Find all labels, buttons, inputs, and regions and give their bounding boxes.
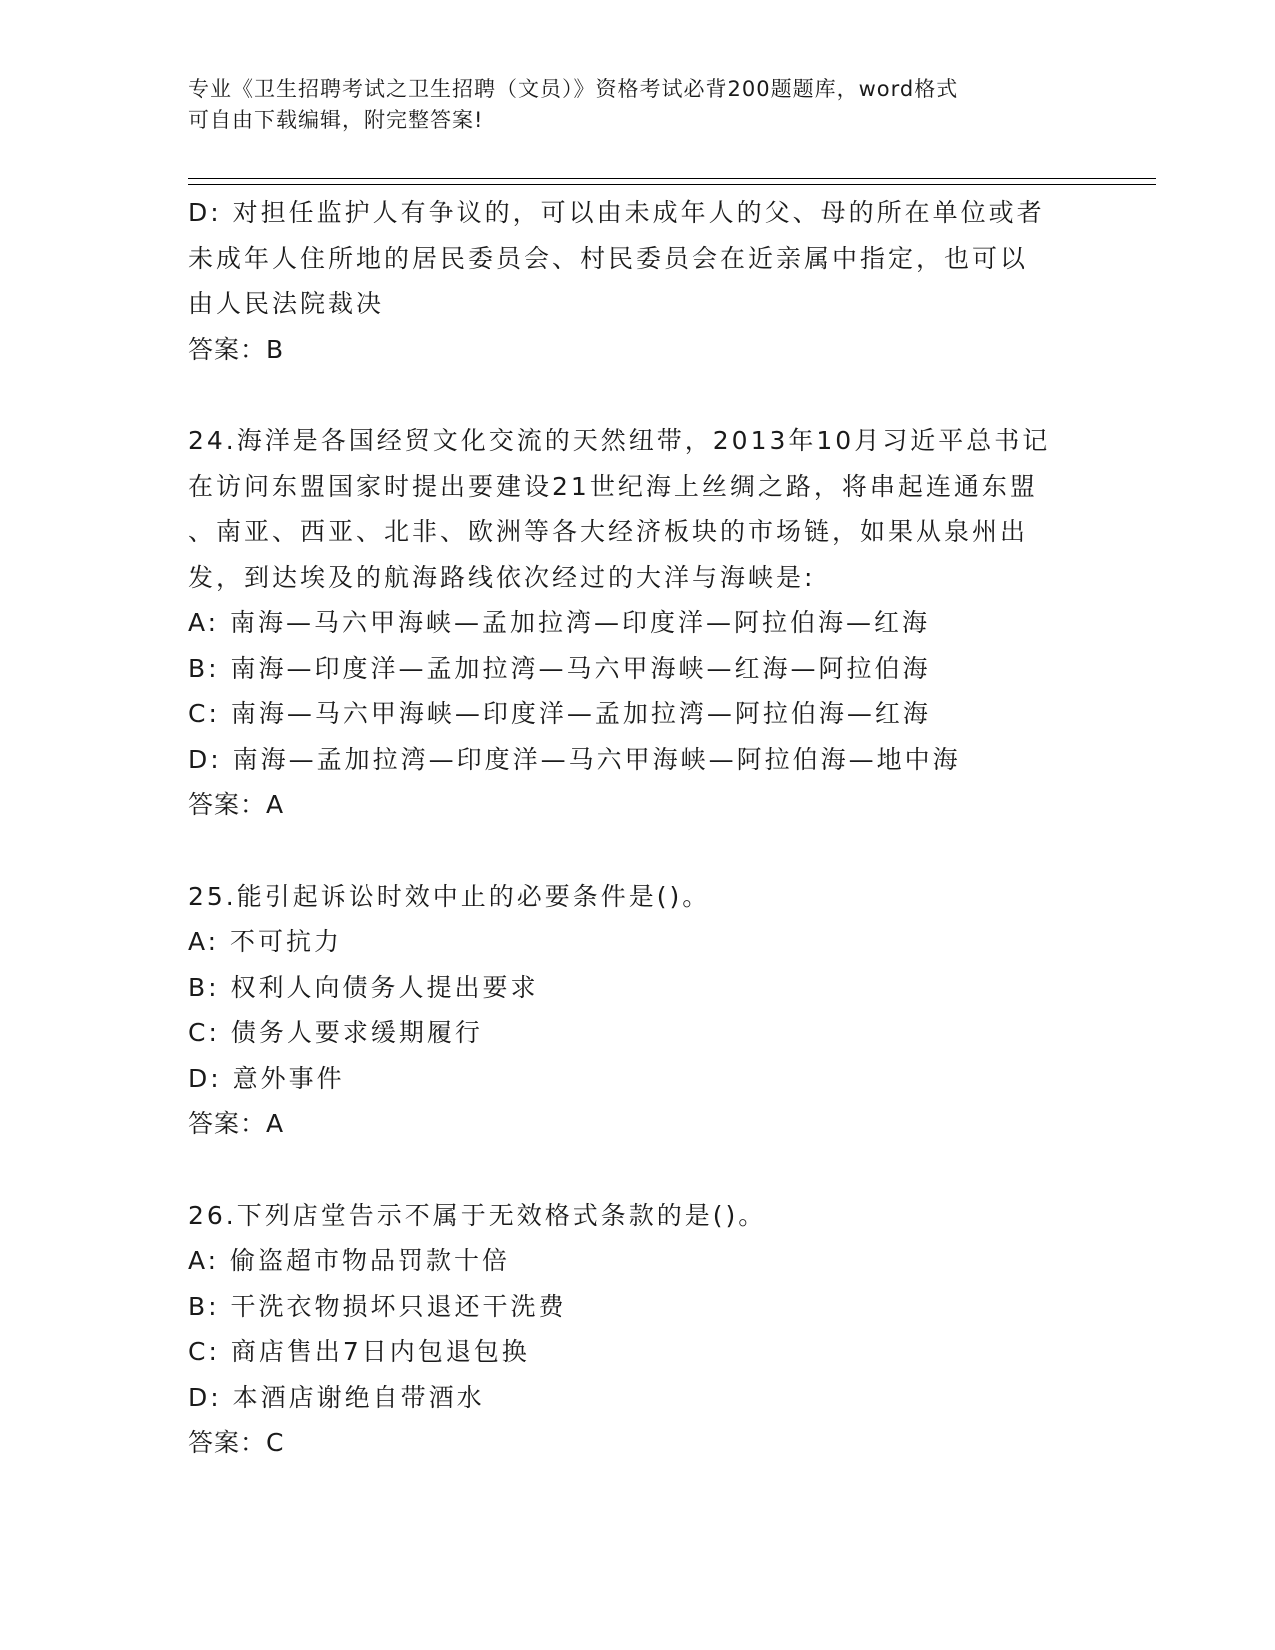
option-d-line: 未成年人住所地的居民委员会、村民委员会在近亲属中指定，也可以 [188, 243, 1029, 273]
option-d: D: 南海—孟加拉湾—印度洋—马六甲海峡—阿拉伯海—地中海 [188, 744, 961, 774]
option-a: A: 南海—马六甲海峡—孟加拉湾—印度洋—阿拉伯海—红海 [188, 608, 931, 637]
question-23-tail [188, 190, 1088, 372]
question-stem-line: 在访问东盟国家时提出要建设21世纪海上丝绸之路，将串起连通东盟 [188, 471, 1038, 501]
answer-line: 答案：B [188, 334, 285, 364]
question-stem-line: 25.能引起诉讼时效中止的必要条件是()。 [188, 881, 711, 911]
option-d: D: 本酒店谢绝自带酒水 [188, 1382, 485, 1412]
question-stem-line: 26.下列店堂告示不属于无效格式条款的是()。 [188, 1200, 767, 1230]
option-c: C: 商店售出7日内包退包换 [188, 1337, 530, 1366]
answer-line: 答案：A [188, 790, 285, 819]
option-d-line: D: 对担任监护人有争议的，可以由未成年人的父、母的所在单位或者 [188, 198, 1045, 227]
option-c: C: 债务人要求缓期履行 [188, 1018, 483, 1047]
option-d-line: 由人民法院裁决 [188, 289, 385, 318]
question-stem-line: 、南亚、西亚、北非、欧洲等各大经济板块的市场链，如果从泉州出 [188, 517, 1029, 546]
question-stem-line: 24.海洋是各国经贸文化交流的天然纽带，2013年10月习近平总书记 [188, 426, 1051, 455]
question-25 [188, 874, 1088, 1147]
option-b: B: 权利人向债务人提出要求 [188, 972, 539, 1002]
option-b: B: 南海—印度洋—孟加拉湾—马六甲海峡—红海—阿拉伯海 [188, 653, 931, 683]
option-d: D: 意外事件 [188, 1063, 345, 1093]
option-a: A: 不可抗力 [188, 927, 343, 956]
answer-line: 答案：C [188, 1428, 285, 1457]
question-stem-line: 发，到达埃及的航海路线依次经过的大洋与海峡是: [188, 562, 816, 592]
question-26 [188, 1193, 1088, 1466]
header-title-line-1: 专业《卫生招聘考试之卫生招聘（文员）》资格考试必背200题题库，word格式 [188, 77, 959, 101]
option-a: A: 偷盗超市物品罚款十倍 [188, 1246, 511, 1275]
answer-line: 答案：A [188, 1109, 285, 1138]
option-b: B: 干洗衣物损坏只退还干洗费 [188, 1291, 567, 1321]
question-24 [188, 418, 1088, 828]
document-header [188, 74, 1088, 136]
header-title-line-2: 可自由下载编辑，附完整答案! [188, 108, 484, 132]
header-divider-top [188, 178, 1156, 179]
option-c: C: 南海—马六甲海峡—印度洋—孟加拉湾—阿拉伯海—红海 [188, 699, 931, 728]
header-divider-bottom [188, 184, 1156, 185]
question-list [188, 190, 1088, 1466]
